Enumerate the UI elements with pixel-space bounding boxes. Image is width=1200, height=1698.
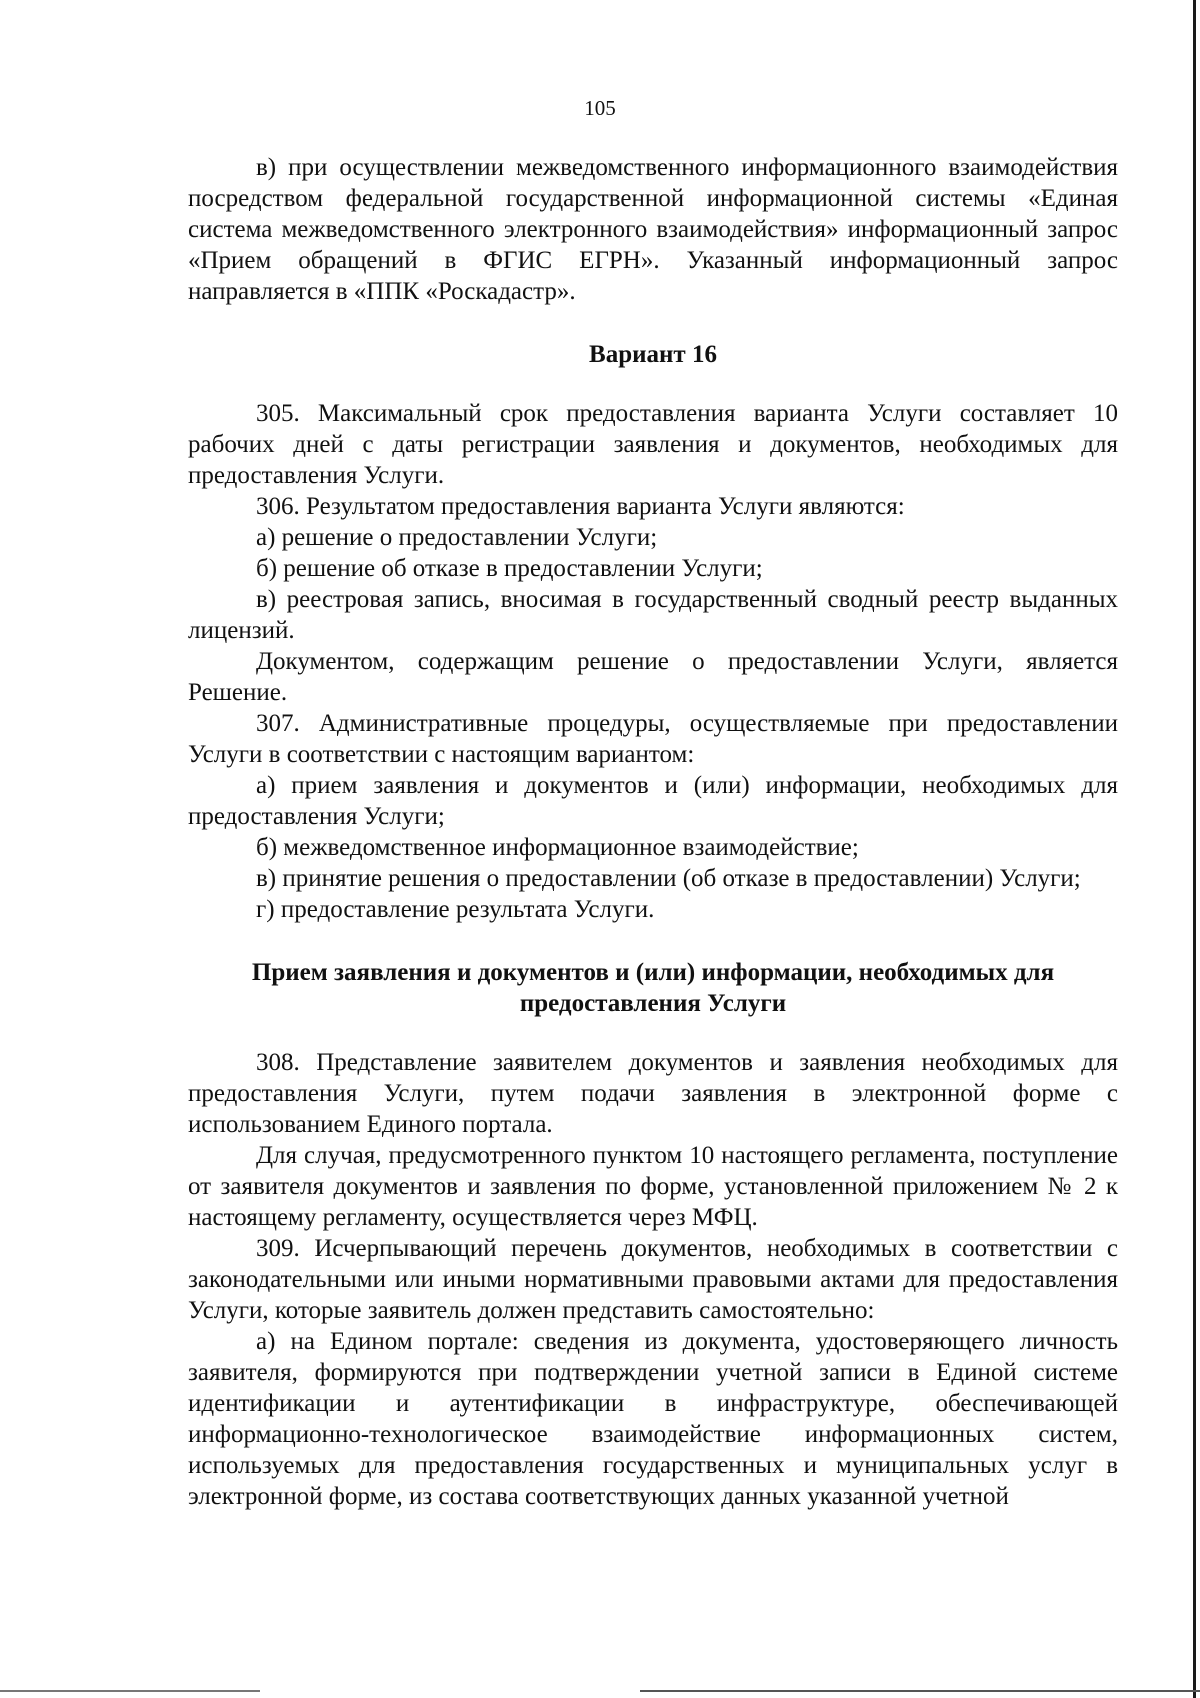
document-body — [188, 152, 1118, 1512]
paragraph-306: 306. Результатом предоставления варианта Услуги являются: — [256, 493, 905, 520]
paragraph-decision-document: Документом, содержащим решение о предоставлении Услуги, является Решение. — [188, 648, 1118, 706]
spacer — [188, 370, 1118, 398]
paragraph-307: 307. Административные процедуры, осуществляемые при предоставлении Услуги в соответствии с настоящим вариантом: — [188, 710, 1118, 768]
list-item-306-b: б) решение об отказе в предоставлении Услуги; — [256, 555, 763, 582]
section-heading-variant: Вариант 16 — [589, 341, 717, 368]
paragraph-305: 305. Максимальный срок предоставления варианта Услуги составляет 10 рабочих дней с даты регистрации заявления и документов, необходимых для предоставления Услуги. — [188, 400, 1118, 489]
section-heading-reception: Прием заявления и документов и (или) информации, необходимых для предоставления Услуги — [251, 959, 1055, 1017]
list-item-307-b: б) межведомственное информационное взаимодействие; — [256, 834, 859, 861]
scan-edge-right — [1193, 0, 1196, 1698]
list-item-306-v: в) реестровая запись, вносимая в государственный сводный реестр выданных лицензий. — [188, 586, 1118, 644]
paragraph-309: 309. Исчерпывающий перечень документов, необходимых в соответствии с законодательными или иными нормативными правовыми актами для предоставления Услуги, которые заявитель должен представить самостоятельно: — [188, 1235, 1118, 1324]
scan-edge-bottom — [640, 1690, 1200, 1692]
list-item-307-a: а) прием заявления и документов и (или) информации, необходимых для предоставления Услуги; — [188, 772, 1118, 830]
list-item-309-a: а) на Едином портале: сведения из документа, удостоверяющего личность заявителя, формируются при подтверждении учетной записи в Единой системе идентификации и аутентификации в инфраструктуре, обеспечивающей информационно-технологическое взаимодействие информационных систем, используемых для предоставления государственных и муниципальных услуг в электронной форме, из состава соответствующих данных указанной учетной — [188, 1328, 1118, 1510]
spacer — [188, 307, 1118, 339]
list-item-306-a: а) решение о предоставлении Услуги; — [256, 524, 658, 551]
paragraph-308: 308. Представление заявителем документов и заявления необходимых для предоставления Услуги, путем подачи заявления в электронной форме с использованием Единого портала. — [188, 1049, 1118, 1138]
paragraph-mfc-case: Для случая, предусмотренного пунктом 10 настоящего регламента, поступление от заявителя документов и заявления по форме, установленной приложением № 2 к настоящему регламенту, осуществляется через МФЦ. — [188, 1142, 1118, 1231]
list-item-307-v: в) принятие решения о предоставлении (об отказе в предоставлении) Услуги; — [256, 865, 1081, 892]
spacer — [188, 1019, 1118, 1047]
spacer — [188, 925, 1118, 957]
paragraph-interagency-request: в) при осуществлении межведомственного информационного взаимодействия посредством федеральной государственной информационной системы «Единая система межведомственного электронного взаимодействия» информационный запрос «Прием обращений в ФГИС ЕГРН». Указанный информационный запрос направляется в «ППК «Роскадастр». — [188, 154, 1118, 305]
scan-edge-bottom-left — [0, 1690, 260, 1692]
list-item-307-g: г) предоставление результата Услуги. — [256, 896, 655, 923]
page-number: 105 — [584, 96, 616, 120]
